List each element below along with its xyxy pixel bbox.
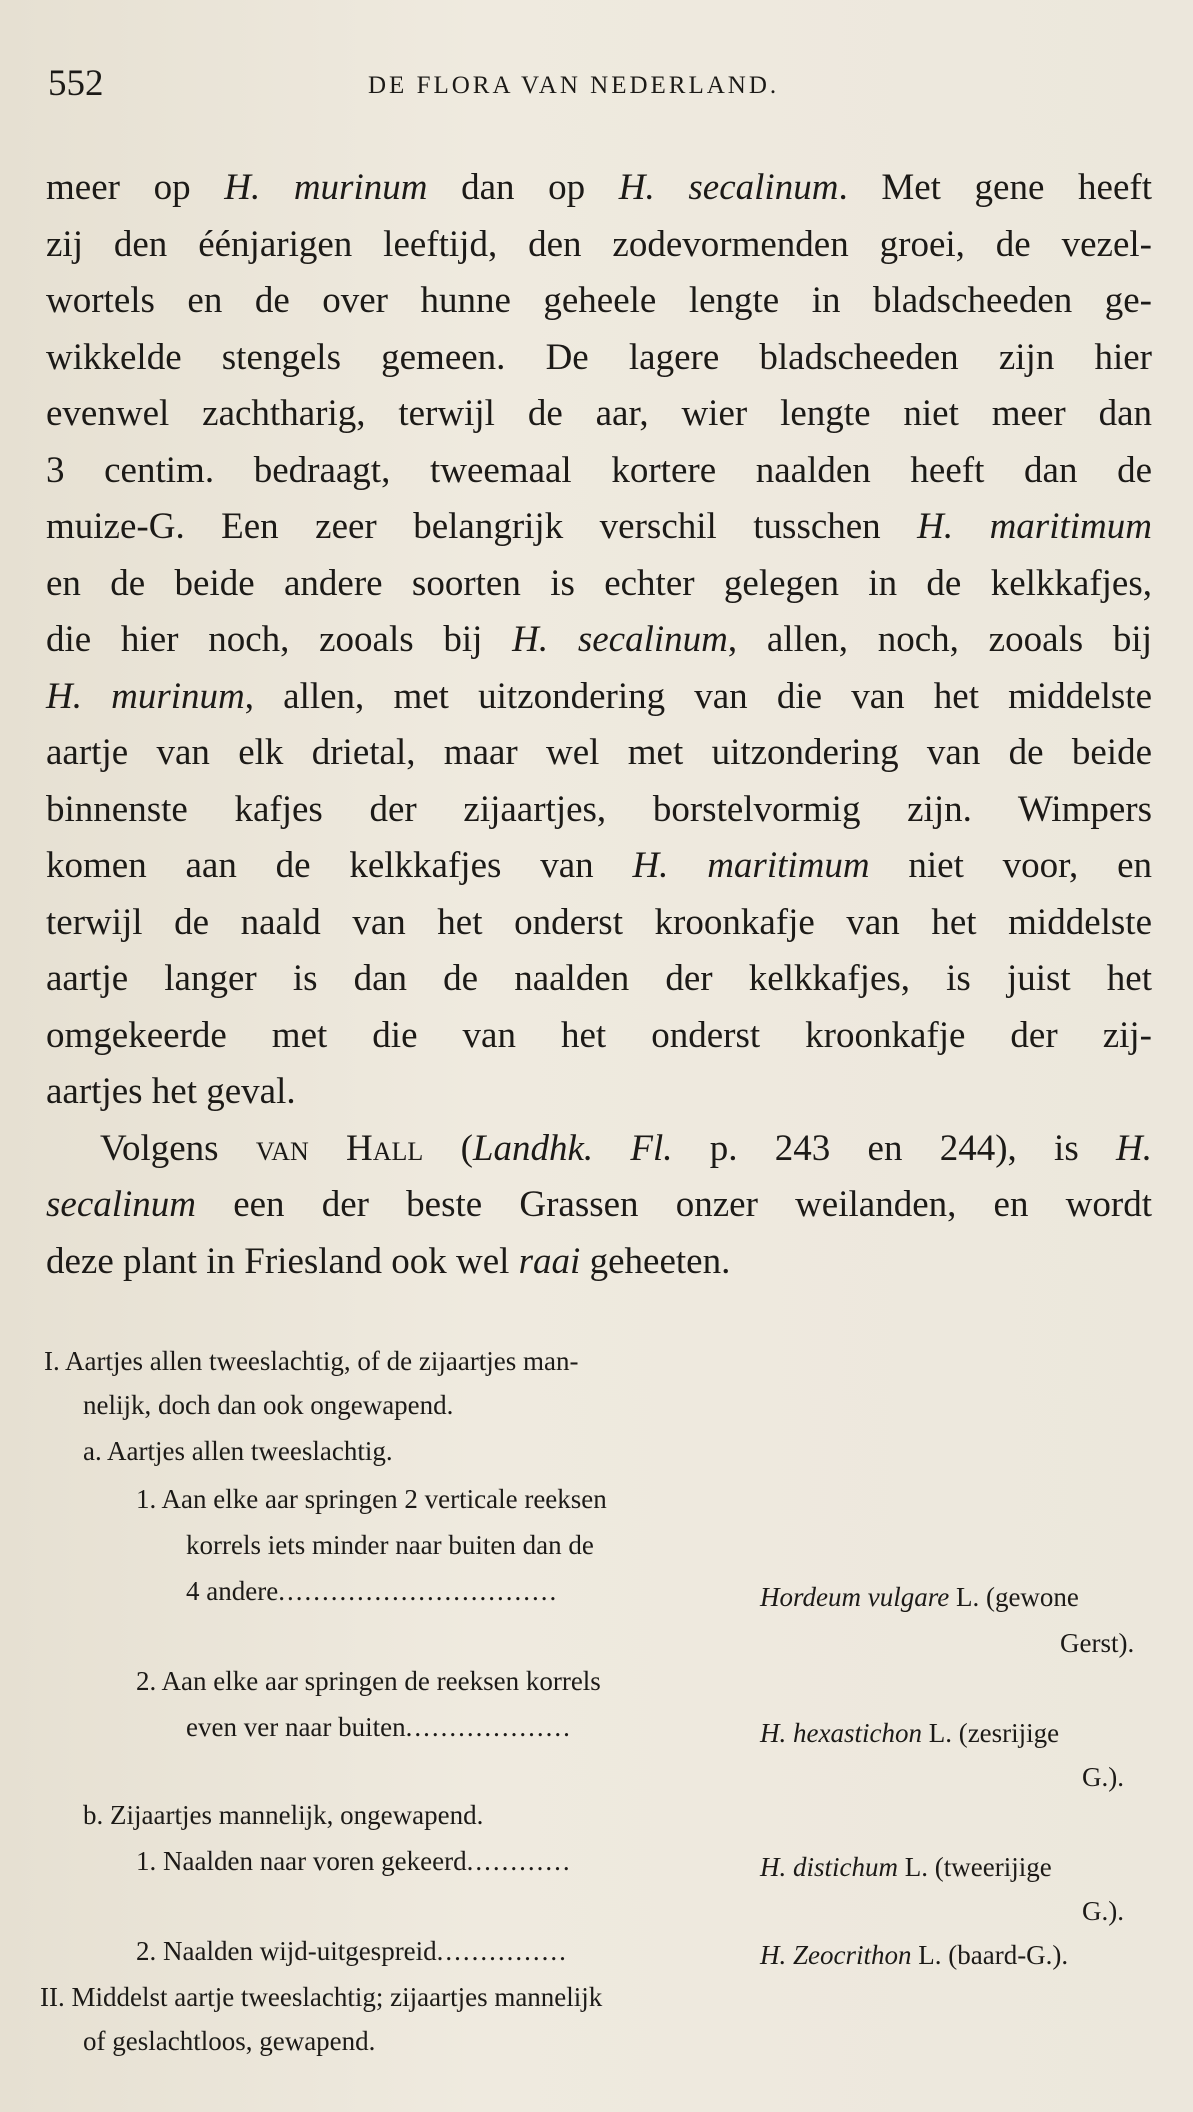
key-line: I. Aartjes allen tweeslachtig, of de zijaartjes man-	[44, 1346, 579, 1376]
key-species: H. distichum L. (tweerijige	[760, 1852, 1052, 1882]
key-line: 2. Naalden wijd-uitgespreid...............	[136, 1936, 568, 1966]
text-line: die hier noch, zooals bij H. secalinum, allen, noch, zooals bij	[46, 619, 1152, 660]
text-line: H. murinum, allen, met uitzondering van die van het middelste	[46, 675, 1152, 717]
text-line: aartje langer is dan de naalden der kelkkafjes, is juist het	[46, 958, 1152, 999]
text-line: secalinum een der beste Grassen onzer weilanden, en wordt	[46, 1184, 1152, 1225]
page-number: 552	[48, 63, 104, 104]
key-species: H. hexastichon L. (zesrijige	[760, 1718, 1060, 1748]
text-line: meer op H. murinum dan op H. secalinum. Met gene heeft	[46, 167, 1152, 208]
key-line: II. Middelst aartje tweeslachtig; zijaartjes mannelijk	[40, 1982, 603, 2012]
text-line: 3 centim. bedraagt, tweemaal kortere naalden heeft dan de	[46, 449, 1152, 491]
key-line: b. Zijaartjes mannelijk, ongewapend.	[83, 1800, 484, 1830]
key-species: G.).	[1082, 1762, 1124, 1792]
key-line: nelijk, doch dan ook ongewapend.	[83, 1390, 454, 1420]
key-species: H. Zeocrithon L. (baard-G.).	[760, 1940, 1069, 1970]
text-line: Volgens van Hall (Landhk. Fl. p. 243 en 244), is H.	[100, 1127, 1152, 1169]
key-line: 2. Aan elke aar springen de reeksen korrels	[136, 1666, 601, 1696]
text-line: komen aan de kelkkafjes van H. maritimum niet voor, en	[46, 845, 1152, 886]
key-line: 1. Aan elke aar springen 2 verticale reeksen	[136, 1484, 607, 1514]
text-line: wortels en de over hunne geheele lengte in bladscheeden ge-	[46, 280, 1152, 321]
text-line: zij den éénjarigen leeftijd, den zodevormenden groei, de vezel-	[46, 223, 1152, 265]
key-species: Hordeum vulgare L. (gewone	[760, 1582, 1079, 1612]
key-species: G.).	[1082, 1896, 1124, 1926]
key-line: a. Aartjes allen tweeslachtig.	[83, 1436, 393, 1466]
text-line: en de beide andere soorten is echter gelegen in de kelkkafjes,	[46, 562, 1152, 604]
text-line: terwijl de naald van het onderst kroonkafje van het middelste	[46, 901, 1152, 943]
text-line: omgekeerde met die van het onderst kroonkafje der zij-	[46, 1014, 1152, 1056]
key-line: korrels iets minder naar buiten dan de	[186, 1530, 594, 1560]
text-line: wikkelde stengels gemeen. De lagere bladscheeden zijn hier	[46, 336, 1152, 378]
text-line: deze plant in Friesland ook wel raai geheeten.	[46, 1240, 731, 1282]
text-line: binnenste kafjes der zijaartjes, borstelvormig zijn. Wimpers	[46, 788, 1152, 830]
key-species: Gerst).	[1060, 1628, 1135, 1658]
key-line: 1. Naalden naar voren gekeerd............	[136, 1846, 572, 1876]
key-line: 4 andere................................	[186, 1576, 559, 1606]
text-line: aartjes het geval.	[46, 1071, 296, 1112]
text-line: evenwel zachtharig, terwijl de aar, wier lengte niet meer dan	[46, 393, 1152, 434]
text-line: muize-G. Een zeer belangrijk verschil tusschen H. maritimum	[46, 506, 1152, 547]
text-line: aartje van elk drietal, maar wel met uitzondering van de beide	[46, 732, 1152, 773]
key-line: even ver naar buiten...................	[186, 1712, 572, 1742]
running-title: DE FLORA VAN NEDERLAND.	[368, 72, 780, 99]
key-line: of geslachtloos, gewapend.	[83, 2026, 376, 2056]
